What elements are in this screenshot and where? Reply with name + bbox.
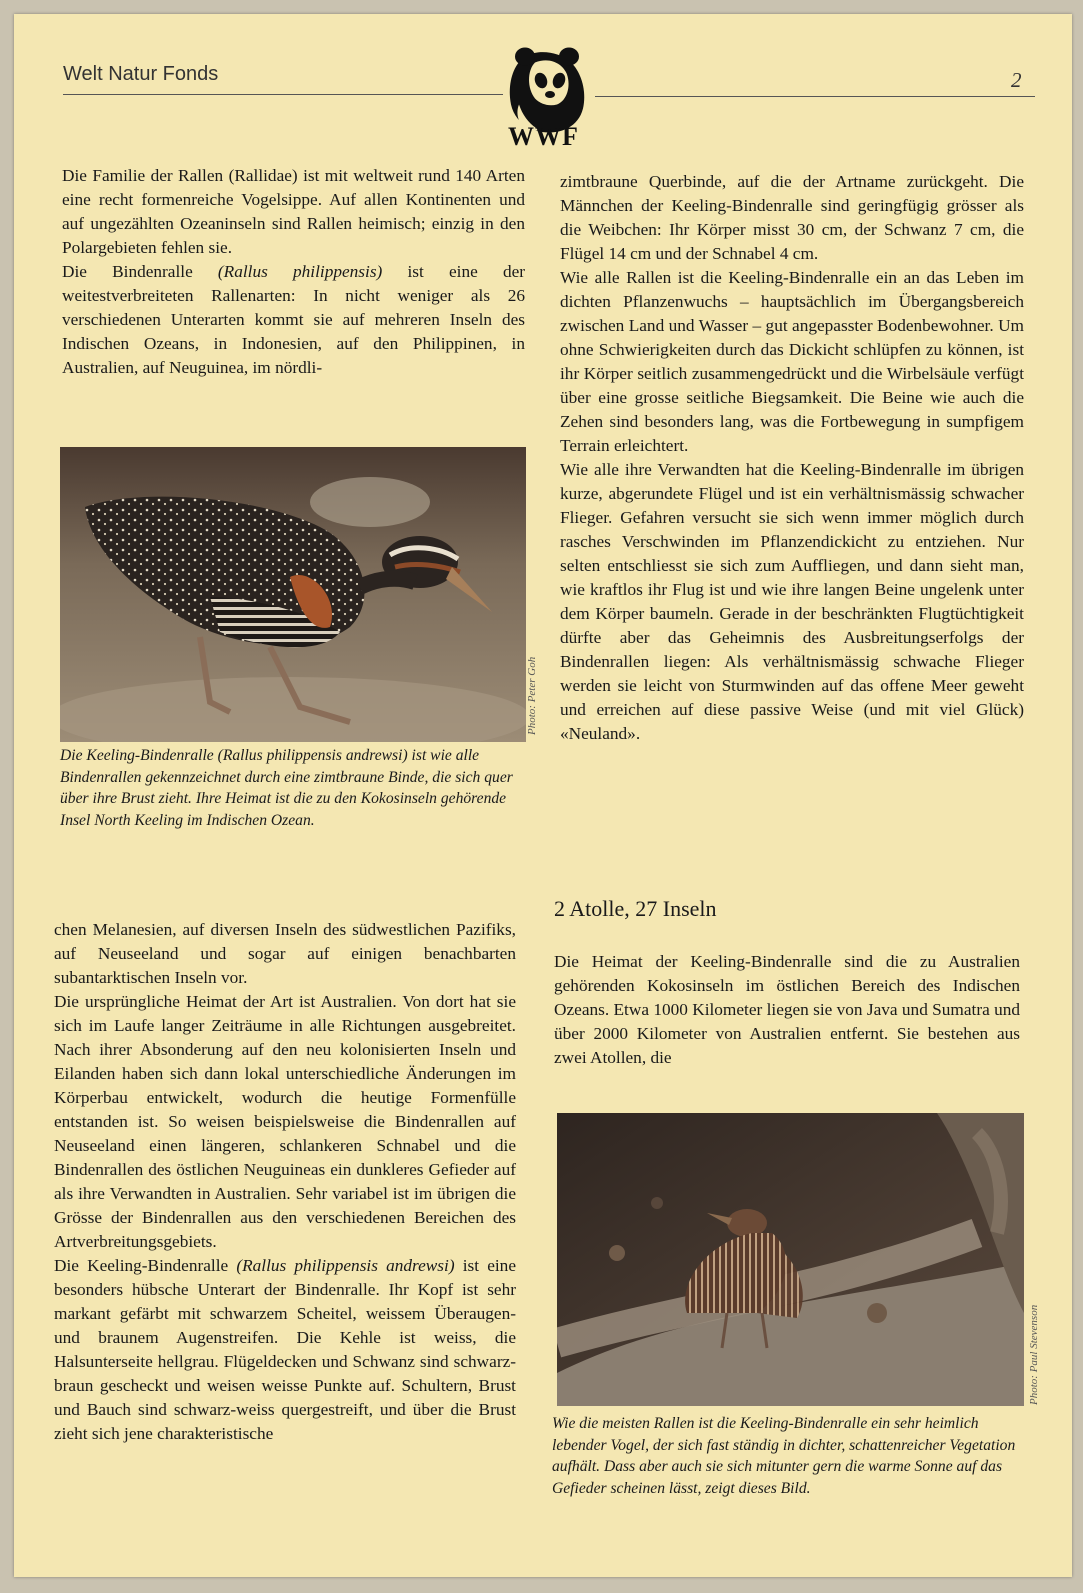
paragraph: zimtbraune Querbinde, auf die der Artname zurückgeht. Die Männchen der Keeling-Bindenralle sind geringfügig grösser als die Weibchen: Ihr Körper misst 30 cm, der Schwanz 7 cm, die Flügel 14 cm und der Schnabel 4 cm. — [560, 172, 1024, 263]
paragraph: chen Melanesien, auf diversen Inseln des südwestlichen Pazifiks, auf Neuseeland und sogar auf einigen benachbarten subantarktischen Inseln vor. — [54, 920, 516, 987]
paragraph: Wie alle ihre Verwandten hat die Keeling-Bindenralle im übrigen kurze, abgerundete Flügel und ist ein verhältnismässig schwacher Flieger. Gefahren versucht sie sich wenn immer möglich durch rasches Verschwinden im Pflanzendickicht zu entziehen. Nur selten entschliesst sie sich zum Auffliegen, und dann sieht man, wie kraftlos ihr Flug ist und wie ihre langen Beine ungelenk unter dem Körper baumeln. Gerade in der beschränkten Flugtüchtigkeit dürfte aber das Geheimnis des Ausbreitungserfolgs der Bindenrallen liegen: Als verhältnismässig schwache Flieger werden sie leicht von Sturmwinden auf das offene Meer geweht und erreichen auf diese passive Weise (und mit viel Glück) «Neuland». — [560, 460, 1024, 743]
col2-top-text — [560, 170, 1024, 746]
org-name: Welt Natur Fonds — [63, 63, 219, 85]
text-run: Die Bindenralle — [62, 262, 218, 281]
page-number: 2 — [1011, 68, 1022, 92]
col1-top-text — [62, 164, 525, 380]
header-rule-right — [595, 96, 1035, 97]
section-text — [554, 950, 1020, 1070]
photo-caption: Die Keeling-Bindenralle (Rallus philippensis andrewsi) ist wie alle Bindenrallen gekennzeichnet durch eine zimtbraune Binde, die sich quer über ihre Brust zieht. Ihre Heimat ist die zu den Kokosinseln gehörende Insel North Keeling im Indischen Ozean. — [60, 747, 513, 829]
photo-credit: Photo: Peter Goh — [526, 656, 538, 735]
paragraph: Die Heimat der Keeling-Bindenralle sind die zu Australien gehörenden Kokosinseln im östlichen Bereich des Indischen Ozeans. Etwa 1000 Kilometer liegen sie von Java und Sumatra und über 2000 Kilometer von Australien entfernt. Sie bestehen aus zwei Atollen, die — [554, 952, 1020, 1067]
paragraph — [62, 260, 525, 380]
paragraph — [54, 1254, 516, 1446]
rail-sunbathing-image — [557, 1113, 1024, 1406]
photo-caption: Wie die meisten Rallen ist die Keeling-Bindenralle ein sehr heimlich lebender Vogel, der sich fast ständig in dichter, schattenreicher Vegetation aufhält. Dass aber auch sie sich mitunter gern die warme Sonne auf das Gefieder scheinen lässt, zeigt dieses Bild. — [552, 1415, 1016, 1497]
text-run: ist eine besonders hübsche Unterart der Bindenralle. Ihr Kopf ist sehr markant gefärbt mit schwarzem Scheitel, weissem Überaugen- und braunem Augenstreifen. Die Kehle ist weiss, die Halsunterseite hellgrau. Flügeldecken und Schwanz sind schwarz-braun gescheckt und weisen weisse Punkte auf. Schultern, Brust und Bauch sind schwarz-weiss quergestreift, und über die Brust zieht sich jene charakteristische — [54, 1256, 516, 1443]
paragraph: Die ursprüngliche Heimat der Art ist Australien. Von dort hat sie sich im Laufe langer Zeiträume in alle Richtungen ausgebreitet. Nach ihrer Absonderung auf den neu kolonisierten Inseln und Eilanden haben sich dann lokal unterschiedliche Änderungen im Körperbau entwickelt, wodurch die heutige Formenfülle entstanden ist. So weisen beispielsweise die Bindenrallen auf Neuseeland einen längeren, schlankeren Schnabel und die Bindenrallen des östlichen Neuguineas ein dunkleres Gefieder auf als ihre Verwandten in Australien. Sehr variabel ist im übrigen die Grösse der Bindenrallen aus den verschiedenen Bereichen des Artverbreitungsgebiets. — [54, 992, 516, 1251]
col1-bottom-text — [54, 918, 516, 1446]
paragraph: Wie alle Rallen ist die Keeling-Bindenralle ein an das Leben im dichten Pflanzenwuchs – hauptsächlich im Übergangsbereich zwischen Land und Wasser – gut angepasster Bodenbewohner. Um ohne Schwierigkeiten durch das Dickicht schlüpfen zu können, ist ihr Körper seitlich zusammengedrückt und die Wirbelsäule verfügt über eine grosse seitliche Biegsamkeit. Die Beine wie auch die Zehen sind besonders lang, was die Fortbewegung in sumpfigem Terrain erleichtert. — [560, 268, 1024, 455]
text-run: ist eine der weitestverbreiteten Rallenarten: In nicht weniger als 26 verschiedenen Unterarten kommt sie auf mehreren Inseln des Indischen Ozeans, in Indonesien, auf den Philippinen, in Australien, auf Neuguinea, im nördli- — [62, 262, 526, 377]
photo-credit: Photo: Paul Stevenson — [1028, 1304, 1040, 1405]
rail-photo — [60, 447, 526, 742]
rail-walking-image — [60, 447, 526, 742]
latin-name: (Rallus philippensis) — [217, 262, 383, 281]
paragraph: Die Familie der Rallen (Rallidae) ist mit weltweit rund 140 Arten eine recht formenreiche Vogelsippe. Auf allen Kontinenten und auf ungezählten Ozeaninseln sind Rallen heimisch; einzig in den Polargebieten fehlen sie. — [62, 166, 525, 257]
latin-name: (Rallus philippensis andrewsi) — [236, 1256, 455, 1275]
text-run: Die Keeling-Bindenralle — [54, 1256, 237, 1275]
rail-sunbathing-photo — [557, 1113, 1024, 1406]
section-heading: 2 Atolle, 27 Inseln — [554, 896, 717, 921]
wwf-logo-text: WWF — [508, 122, 579, 151]
header-rule-left — [63, 94, 503, 95]
